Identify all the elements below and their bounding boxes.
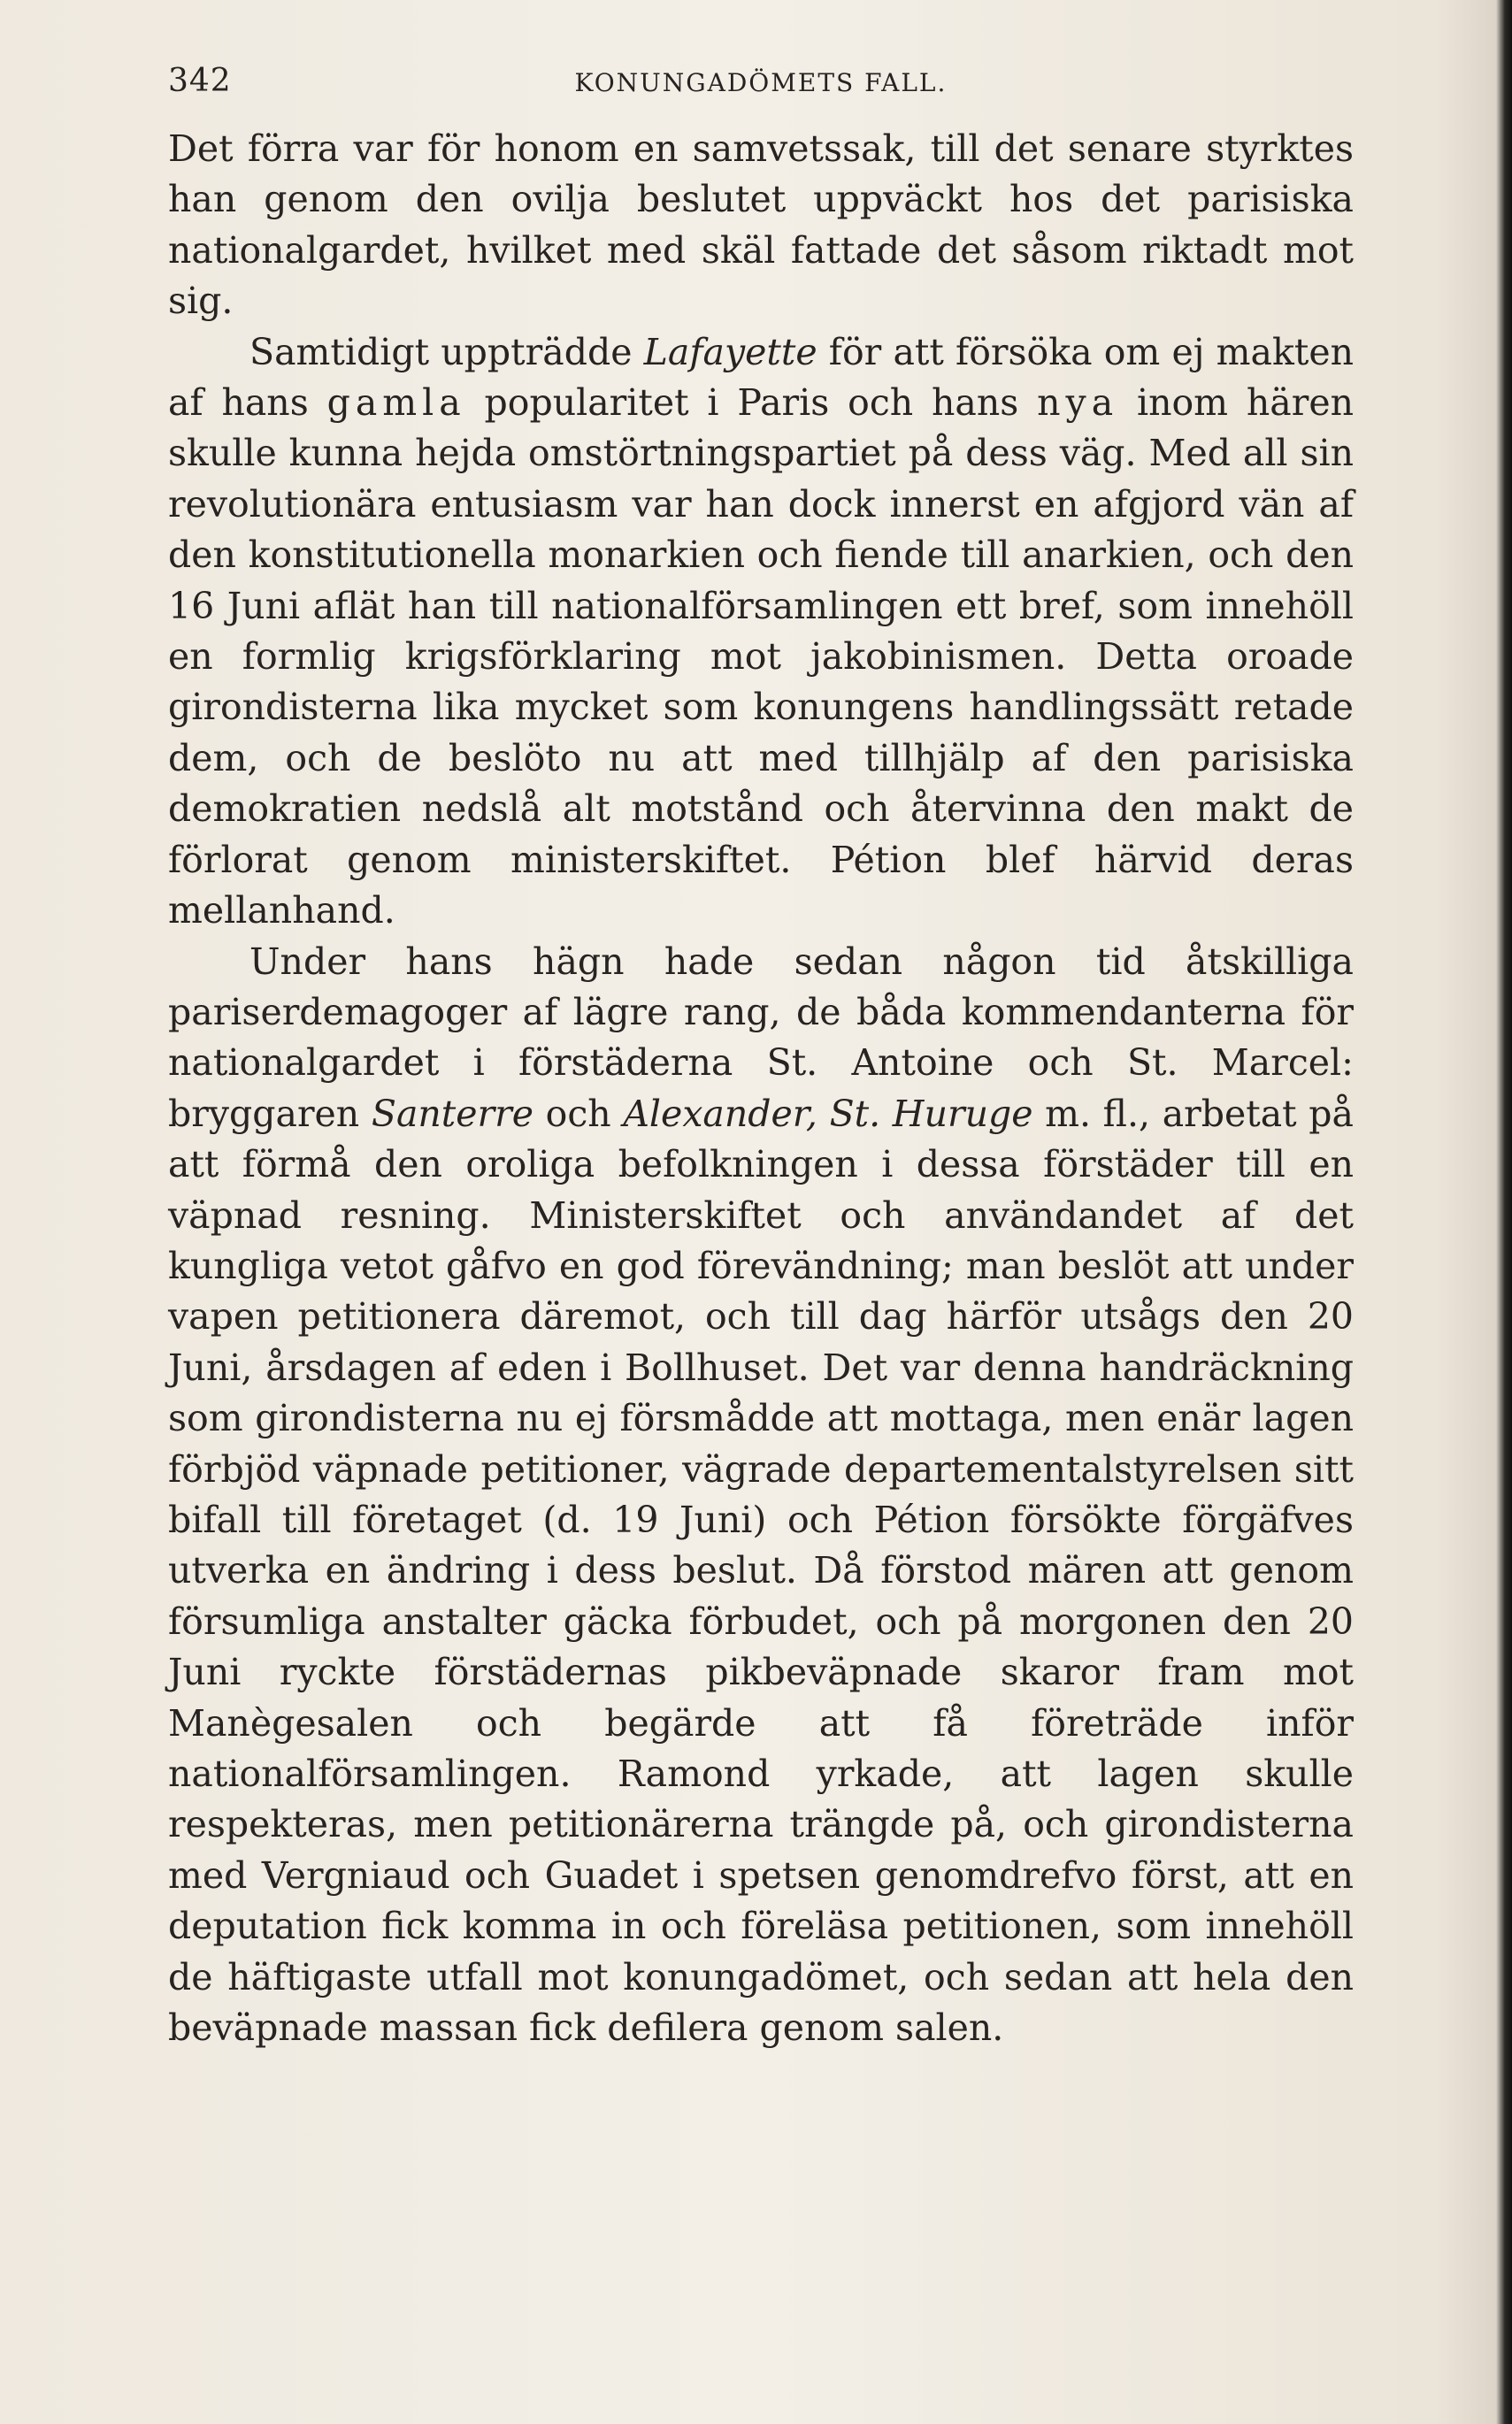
page-edge-shadow: [1496, 0, 1512, 2424]
name-alexander: Alexander,: [623, 1092, 817, 1135]
paragraph-2: [168, 327, 1354, 937]
name-santerre: Santerre: [371, 1092, 533, 1135]
emphasis-gamla: gamla: [326, 381, 466, 425]
paragraph-3-text-2: och: [533, 1092, 624, 1135]
running-title: KONUNGADÖMETS FALL.: [574, 68, 948, 97]
page-header: [168, 55, 1354, 108]
page-number: 342: [168, 63, 232, 99]
paragraph-1: Det förra var för honom en samvetssak, till det senare styrktes han genom den ovilja beslutet uppväckt hos det parisiska nationalgardet, hvilket med skäl fattade det såsom riktadt mot sig.: [168, 127, 1354, 323]
paragraph-2-text-1: Samtidigt uppträdde: [249, 330, 644, 373]
body-text: [168, 124, 1354, 2053]
paragraph-3: [168, 937, 1354, 2054]
emphasis-nya: nya: [1037, 381, 1119, 425]
paragraph-3-text-3: [817, 1093, 830, 1135]
paragraph-2-text-4: inom hären skulle kunna hejda omstörtningspartiet på dess väg. Med all sin revolutionära entusiasm var han dock innerst en afgjord vän af den konstitutionella monarkien och fiende till anarkien, och den 16 Juni aflät han till nationalförsamlingen ett bref, som innehöll en formlig krigsförklaring mot jakobinismen. Detta oroade girondisterna lika mycket som konungens handlingssätt retade dem, och de beslöto nu att med tillhjälp af den parisiska demokratien nedslå alt motstånd och återvinna den makt de förlorat genom ministerskiftet. Pétion blef härvid deras mellanhand.: [168, 381, 1355, 932]
paragraph-2-text-2: för att försöka om ej makten af hans: [168, 330, 1354, 425]
paragraph-3-text-4: m. fl., arbetat på att förmå den oroliga befolkningen i dessa förstäder till en väpnad resning. Ministerskiftet och användandet af det kungliga vetot gåfvo en god förevändning; man beslöt att under vapen petitionera däremot, och till dag härför utsågs den 20 Juni, årsdagen af eden i Bollhuset. Det var denna handräckning som girondisterna nu ej försmådde att mottaga, men enär lagen förbjöd väpnade petitioner, vägrade departementalstyrelsen sitt bifall till företaget (d. 19 Juni) och Pétion försökte förgäfves utverka en ändring i dess beslut. Då förstod mären att genom försumliga anstalter gäcka förbudet, och på morgonen den 20 Juni ryckte förstädernas pikbeväpnade skaror fram mot Manègesalen och begärde att få företräde inför nationalförsamlingen. Ramond yrkade, att lagen skulle respekteras, men petitionärerna trängde på, och girondisterna med Vergniaud och Guadet i spetsen genomdrefvo först, att en deputation fick komma in och föreläsa petitionen, som innehöll de häftigaste utfall mot konungadömet, och sedan att hela den beväpnade massan fick defilera genom salen.: [168, 1092, 1354, 2050]
name-lafayette: Lafayette: [643, 330, 817, 373]
paragraph-2-text-3: popularitet i Paris och hans: [465, 381, 1038, 425]
paragraph-3-text-1: Under hans hägn hade sedan någon tid åtskilliga pariserdemagoger af lägre rang, de båda kommendanterna för nationalgardet i förstäderna St. Antoine och St. Marcel: bryggaren: [168, 940, 1354, 1135]
name-st-huruge: St. Huruge: [829, 1092, 1033, 1135]
